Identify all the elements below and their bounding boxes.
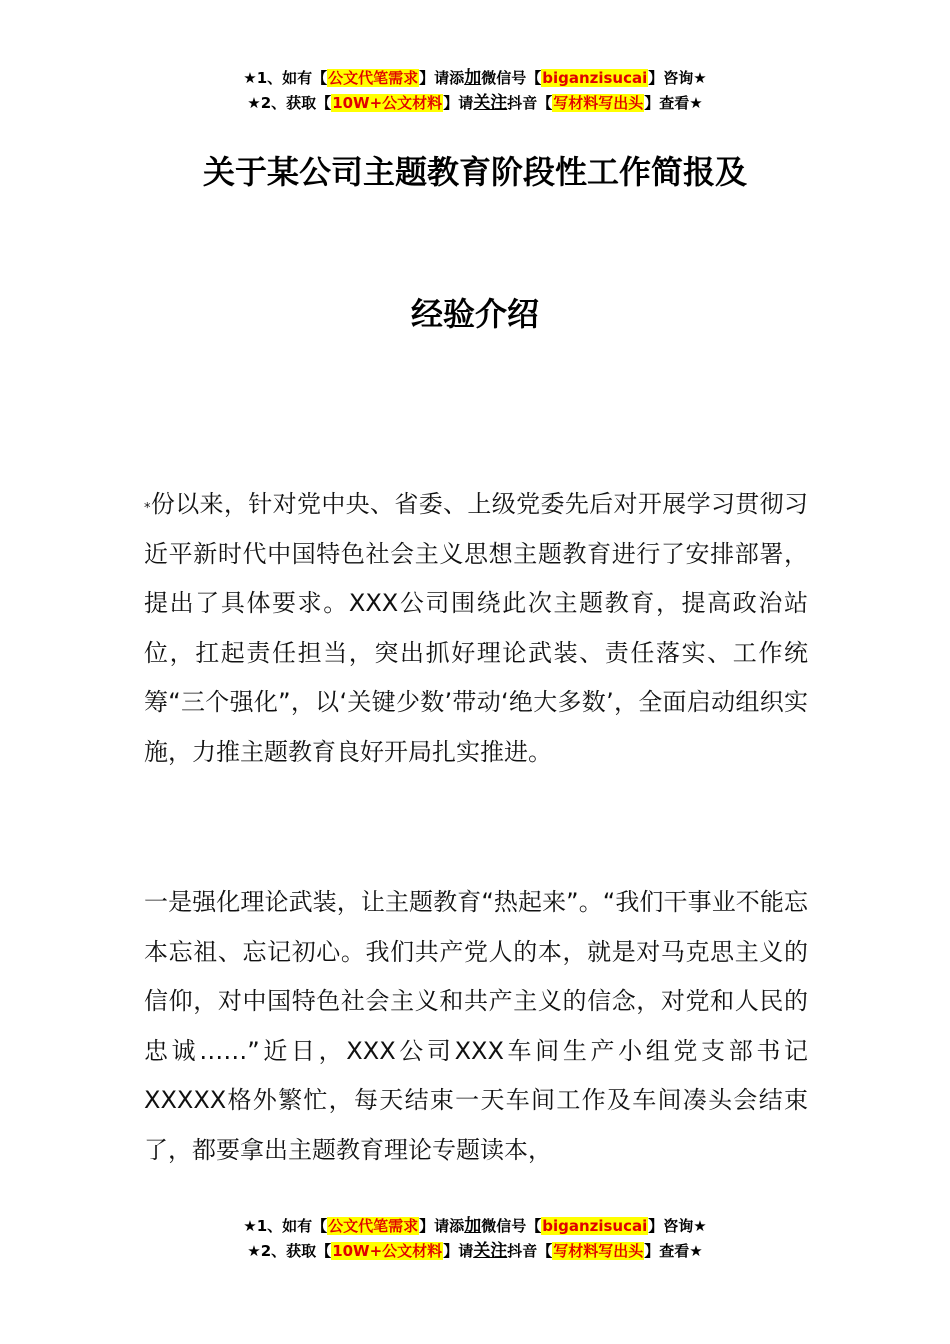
banner-douyin-id: 写材料写出头 bbox=[553, 94, 644, 112]
document-title-continued: 经验介绍 bbox=[410, 295, 539, 333]
banner-text: 】请 bbox=[443, 1242, 474, 1260]
banner-text: 抖音【 bbox=[507, 94, 553, 112]
paragraph-text: 份以来，针对党中央、省委、上级党委先后对开展学习贯彻习近平新时代中国特色社会主义思想主题教育进行了安排部署，提出了具体要求。XXX公司围绕此次主题教育，提高政治站位，扛起责任担当，突出抓好理论武装、责任落实、工作统筹“三个强化”，以‘关键少数’带动‘绝大多数’，全面启动组织实施，力推主题教育良好开局扎实推进。 bbox=[144, 490, 808, 766]
banner-line-2 bbox=[0, 91, 950, 116]
banner-text: 微信号【 bbox=[481, 69, 542, 87]
document-title: 关于某公司主题教育阶段性工作简报及 bbox=[202, 153, 747, 191]
banner-underlined: 加 bbox=[464, 1216, 482, 1236]
banner-text: 】查看★ bbox=[644, 1242, 703, 1260]
banner-highlight: 10W+公文材料 bbox=[332, 1242, 443, 1260]
body-paragraph bbox=[144, 878, 808, 1175]
banner-line-2 bbox=[0, 1239, 950, 1264]
banner-underlined: 关注 bbox=[473, 93, 508, 113]
body-paragraph bbox=[144, 480, 808, 777]
banner-highlight: 公文代笔需求 bbox=[328, 1217, 419, 1235]
banner-text: 】查看★ bbox=[644, 94, 703, 112]
banner-underlined: 加 bbox=[464, 68, 482, 88]
banner-wechat-id: biganzisucai bbox=[542, 1217, 648, 1235]
banner-highlight: 10W+公文材料 bbox=[332, 94, 443, 112]
paragraph-mark: * bbox=[144, 501, 151, 516]
banner-text: 微信号【 bbox=[481, 1217, 542, 1235]
header-banner bbox=[0, 66, 950, 116]
banner-text: 】咨询★ bbox=[648, 1217, 707, 1235]
paragraph-text: 一是强化理论武装，让主题教育“热起来”。“我们干事业不能忘本忘祖、忘记初心。我们共产党人的本，就是对马克思主义的信仰，对中国特色社会主义和共产主义的信念，对党和人民的忠诚……”近日，XXX公司XXX车间生产小组党支部书记XXXXX格外繁忙，每天结束一天车间工作及车间凑头会结束了，都要拿出主题教育理论专题读本， bbox=[144, 888, 808, 1164]
banner-underlined: 关注 bbox=[473, 1241, 508, 1261]
banner-text: 抖音【 bbox=[507, 1242, 553, 1260]
banner-text: ★2、获取【 bbox=[247, 94, 332, 112]
banner-text: 】咨询★ bbox=[648, 69, 707, 87]
banner-text: ★1、如有【 bbox=[243, 69, 328, 87]
banner-text: ★2、获取【 bbox=[247, 1242, 332, 1260]
banner-highlight: 公文代笔需求 bbox=[328, 69, 419, 87]
banner-line-1 bbox=[0, 66, 950, 91]
banner-text: 】请 bbox=[443, 94, 474, 112]
banner-wechat-id: biganzisucai bbox=[542, 69, 648, 87]
banner-line-1 bbox=[0, 1214, 950, 1239]
banner-text: 】请添 bbox=[419, 1217, 465, 1235]
banner-text: 】请添 bbox=[419, 69, 465, 87]
footer-banner bbox=[0, 1214, 950, 1264]
banner-douyin-id: 写材料写出头 bbox=[553, 1242, 644, 1260]
banner-text: ★1、如有【 bbox=[243, 1217, 328, 1235]
